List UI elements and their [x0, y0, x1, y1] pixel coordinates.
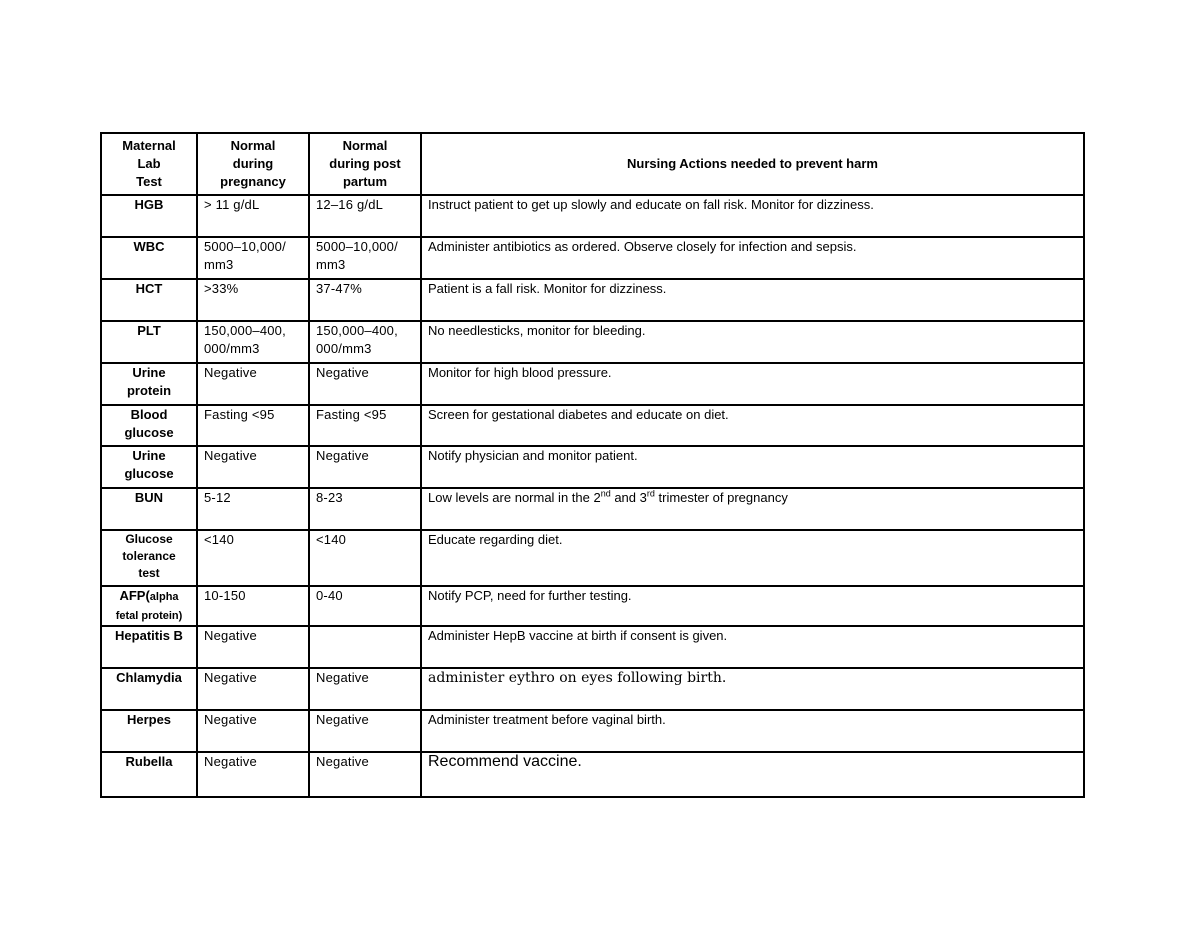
- table-row: [101, 710, 1084, 752]
- postpartum-value: Negative: [309, 752, 421, 797]
- test-name-line: PLT: [137, 323, 161, 338]
- action-text: trimester of pregnancy: [654, 490, 788, 505]
- test-name-line: protein: [126, 383, 172, 398]
- postpartum-value: <140: [309, 530, 421, 586]
- pregnancy-value: > 11 g/dL: [197, 195, 309, 237]
- test-name-line: BUN: [134, 490, 164, 505]
- table-row: [101, 586, 1084, 626]
- nursing-action: Monitor for high blood pressure.: [421, 363, 1084, 405]
- header-actions: Nursing Actions needed to prevent harm: [421, 133, 1084, 195]
- nursing-action: Instruct patient to get up slowly and educate on fall risk. Monitor for dizziness.: [421, 195, 1084, 237]
- ordinal-suffix: nd: [600, 488, 611, 499]
- table-row: [101, 195, 1084, 237]
- test-name: [101, 321, 197, 363]
- test-name-line: AFP(: [119, 588, 150, 603]
- pregnancy-value: >33%: [197, 279, 309, 321]
- postpartum-value: 150,000–400, 000/mm3: [309, 321, 421, 363]
- table-row: [101, 237, 1084, 279]
- nursing-action: Notify PCP, need for further testing.: [421, 586, 1084, 626]
- postpartum-value: Fasting <95: [309, 405, 421, 446]
- nursing-action: No needlesticks, monitor for bleeding.: [421, 321, 1084, 363]
- nursing-action: administer eythro on eyes following birth.: [421, 668, 1084, 710]
- pregnancy-value: Negative: [197, 626, 309, 668]
- nursing-action: Administer HepB vaccine at birth if consent is given.: [421, 626, 1084, 668]
- header-test-line: Lab: [137, 156, 161, 171]
- test-name-line: Hepatitis B: [115, 628, 183, 643]
- table-row: [101, 488, 1084, 530]
- table-row: [101, 752, 1084, 797]
- header-postpartum-line: partum: [342, 174, 388, 189]
- test-name: [101, 586, 197, 626]
- postpartum-value: Negative: [309, 710, 421, 752]
- test-name-line: Herpes: [126, 712, 172, 727]
- pregnancy-value: Fasting <95: [197, 405, 309, 446]
- table-row: [101, 321, 1084, 363]
- test-name-line: glucose: [124, 425, 174, 440]
- test-name-line: tolerance: [122, 549, 176, 563]
- table-row: [101, 626, 1084, 668]
- pregnancy-value: 150,000–400, 000/mm3: [197, 321, 309, 363]
- postpartum-value: Negative: [309, 363, 421, 405]
- postpartum-value: 0-40: [309, 586, 421, 626]
- nursing-action: Screen for gestational diabetes and educate on diet.: [421, 405, 1084, 446]
- test-name-line: Rubella: [125, 754, 173, 769]
- test-name: [101, 446, 197, 488]
- test-name-line: Urine: [132, 448, 166, 463]
- pregnancy-value: 10-150: [197, 586, 309, 626]
- nursing-action: Patient is a fall risk. Monitor for dizziness.: [421, 279, 1084, 321]
- test-name-line: Chlamydia: [116, 670, 182, 685]
- header-test-line: Test: [136, 174, 162, 189]
- action-text: and 3: [610, 490, 647, 505]
- pregnancy-value: Negative: [197, 363, 309, 405]
- postpartum-value: Negative: [309, 668, 421, 710]
- pregnancy-value: <140: [197, 530, 309, 586]
- test-name-line: fetal protein): [115, 610, 183, 622]
- nursing-action: Educate regarding diet.: [421, 530, 1084, 586]
- table-row: [101, 446, 1084, 488]
- nursing-action: Recommend vaccine.: [421, 752, 1084, 797]
- test-name-line: glucose: [124, 466, 174, 481]
- postpartum-value: 12–16 g/dL: [309, 195, 421, 237]
- header-postpartum-line: Normal: [342, 138, 388, 153]
- table-row: [101, 530, 1084, 586]
- nursing-action: Administer antibiotics as ordered. Observe closely for infection and sepsis.: [421, 237, 1084, 279]
- test-name-line: Blood: [130, 407, 168, 422]
- test-name: [101, 488, 197, 530]
- test-name: [101, 405, 197, 446]
- postpartum-value: 8-23: [309, 488, 421, 530]
- table-row: [101, 279, 1084, 321]
- header-test-line: Maternal: [122, 138, 176, 153]
- test-name-line: HCT: [135, 281, 163, 296]
- header-test: [101, 133, 197, 195]
- pregnancy-value: 5-12: [197, 488, 309, 530]
- header-postpartum: [309, 133, 421, 195]
- pregnancy-value: Negative: [197, 710, 309, 752]
- nursing-action: [421, 488, 1084, 530]
- test-name-line: test: [138, 566, 160, 580]
- test-name: [101, 668, 197, 710]
- test-name-line: WBC: [133, 239, 165, 254]
- pregnancy-value: Negative: [197, 446, 309, 488]
- nursing-action: Notify physician and monitor patient.: [421, 446, 1084, 488]
- header-pregnancy-line: during: [232, 156, 274, 171]
- action-text: Low levels are normal in the 2: [428, 490, 601, 505]
- test-name-line: alpha: [149, 591, 179, 603]
- test-name: [101, 530, 197, 586]
- postpartum-value: Negative: [309, 446, 421, 488]
- test-name: [101, 237, 197, 279]
- test-name-line: Glucose: [125, 532, 173, 546]
- postpartum-value: [309, 626, 421, 668]
- test-name: [101, 195, 197, 237]
- pregnancy-value: 5000–10,000/ mm3: [197, 237, 309, 279]
- test-name-line: Urine: [132, 365, 166, 380]
- nursing-action: Administer treatment before vaginal birth.: [421, 710, 1084, 752]
- test-name: [101, 626, 197, 668]
- table-row: [101, 405, 1084, 446]
- maternal-lab-table: [100, 132, 1085, 798]
- table-row: [101, 363, 1084, 405]
- ordinal-suffix: rd: [646, 488, 655, 499]
- test-name: [101, 752, 197, 797]
- pregnancy-value: Negative: [197, 752, 309, 797]
- pregnancy-value: Negative: [197, 668, 309, 710]
- header-pregnancy-line: Normal: [230, 138, 276, 153]
- test-name: [101, 279, 197, 321]
- postpartum-value: 5000–10,000/ mm3: [309, 237, 421, 279]
- test-name: [101, 363, 197, 405]
- table-row: [101, 668, 1084, 710]
- test-name-line: HGB: [134, 197, 164, 212]
- header-pregnancy-line: pregnancy: [220, 174, 286, 189]
- test-name: [101, 710, 197, 752]
- header-row: [101, 133, 1084, 195]
- postpartum-value: 37-47%: [309, 279, 421, 321]
- header-pregnancy: [197, 133, 309, 195]
- header-postpartum-line: during post: [329, 156, 401, 171]
